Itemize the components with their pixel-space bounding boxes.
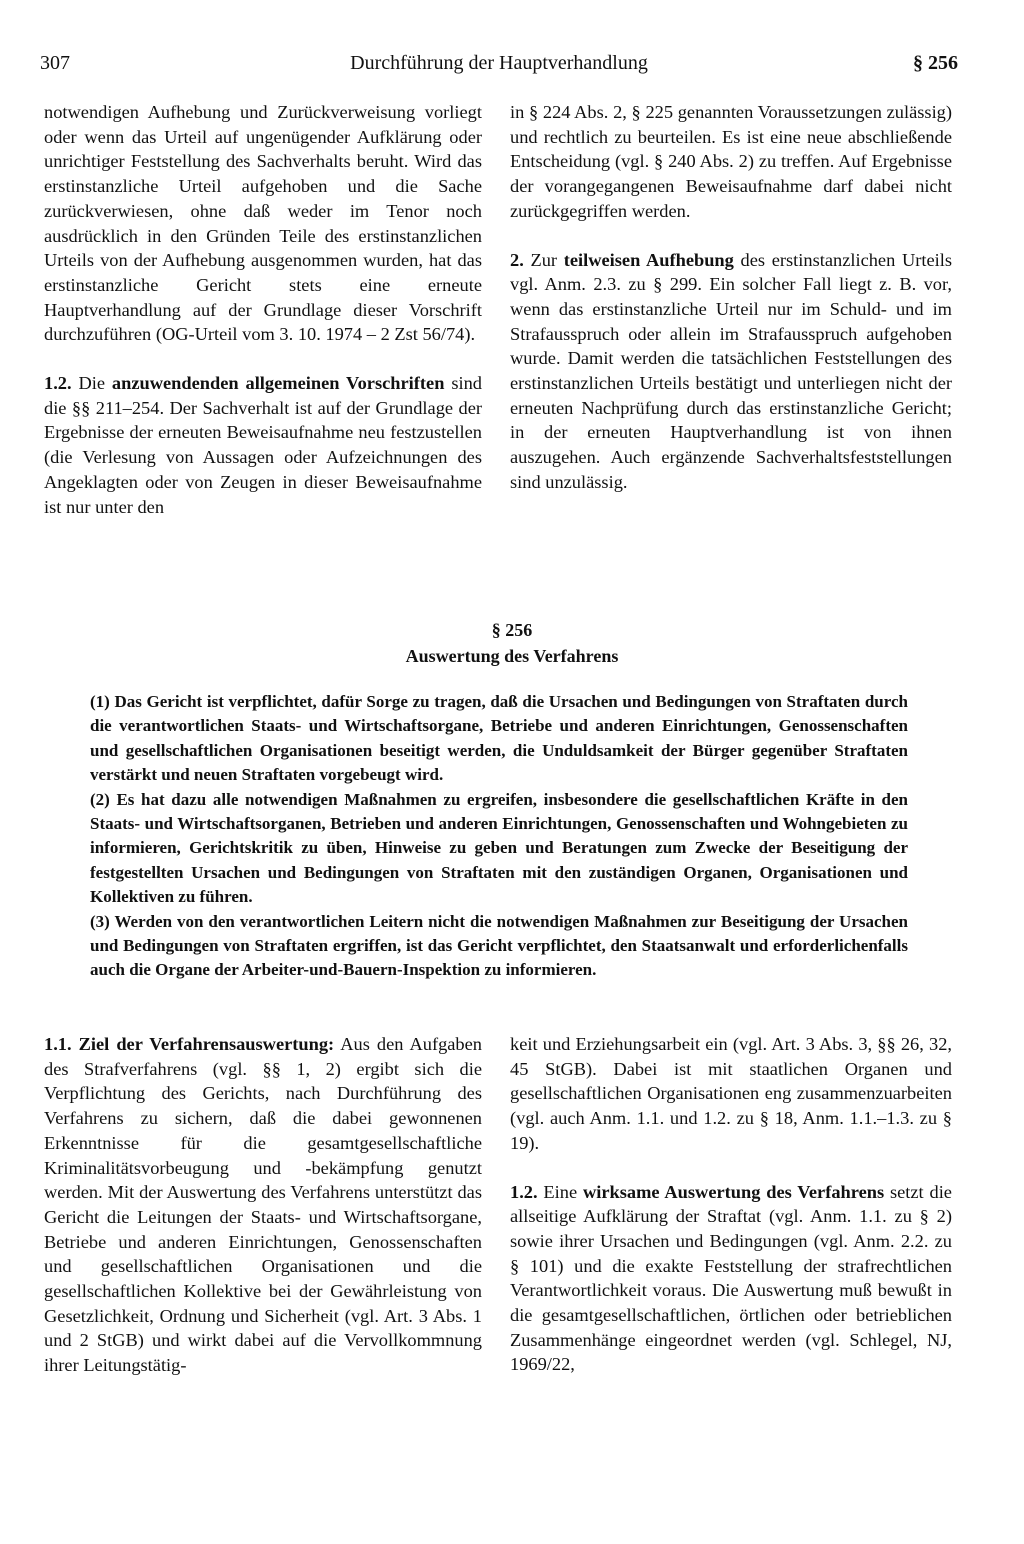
section-mark: § 256 xyxy=(913,52,958,74)
paragraph: notwendigen Aufhebung und Zurückverweisung vorliegt oder wenn das Urteil auf ungenügender Aufklärung oder unrichtiger Feststellung des Sachverhalts beruht. Wird das erstinstanzliche Urteil aufgehoben und die Sache zurückverwiesen, ohne daß weder im Tenor noch ausdrücklich in den Gründen Teile des erstinstanzlichen Urteils von der Aufhebung ausgenommen wurden, hat das erstinstanzliche Gericht stets eine erneute Hauptverhandlung auf der Grundlage dieser Vorschrift durchzuführen (OG-Urteil vom 3. 10. 1974 – 2 Zst 56/74). xyxy=(44,102,482,345)
paragraph-number: 1.2. xyxy=(510,1181,538,1202)
paragraph-number: 1.2. xyxy=(44,373,72,394)
statute-text xyxy=(90,690,908,983)
top-right-column xyxy=(510,100,952,495)
section-title: Auswertung des Verfahrens xyxy=(405,646,619,666)
bottom-right-column xyxy=(510,1032,952,1377)
bottom-left-column xyxy=(44,1032,482,1378)
paragraph: keit und Erziehungsarbeit ein (vgl. Art. 3 Abs. 3, §§ 26, 32, 45 StGB). Dabei ist mit staatlichen Organen und gesellschaftlichen Organisationen eng zusammenzuarbeiten (vgl. auch Anm. 1.1. und 1.2. zu § 18, Anm. 1.1.–1.3. zu § 19). xyxy=(510,1034,952,1153)
page-number: 307 xyxy=(40,52,70,74)
lead-text: Die xyxy=(78,373,106,394)
emphasis: wirksame Auswertung des Verfahrens xyxy=(582,1181,885,1202)
emphasis: teilweisen Aufhebung xyxy=(563,249,734,270)
paragraph-1-1 xyxy=(44,1032,482,1378)
statute-clause-3: (3) Werden von den verantwortlichen Leitern nicht die notwendigen Maßnahmen zur Beseitigung der Ursachen und Bedingungen von Straftaten ergriffen, ist das Gericht verpflichtet, den Staatsanwalt und erforderlichenfalls auch die Organe der Arbeiter-und-Bauern-Inspektion zu informieren. xyxy=(90,911,908,980)
emphasis: Ziel der Verfahrensauswertung: xyxy=(78,1034,335,1054)
running-title: Durchführung der Hauptverhandlung xyxy=(350,52,648,74)
paragraph-1-2 xyxy=(510,1180,952,1378)
statute-clause-1: (1) Das Gericht ist verpflichtet, dafür Sorge zu tragen, daß die Ursachen und Bedingungen von Straftaten durch die verantwortlichen Staats- und Wirtschaftsorgane, Betriebe und anderen Einrichtungen, Genossenschaften und gesellschaftlichen Organisationen beseitigt werden, die Unduldsamkeit der Bürger gegenüber Straftaten verstärkt und neuen Straftaten vorgebeugt wird. xyxy=(90,692,908,785)
body-text: Aus den Aufgaben des Strafverfahrens (vgl. §§ 1, 2) ergibt sich die Verpflichtung des Gerichts, nach Durchführung des Verfahrens zu sichern, daß die dabei gewonnenen Erkenntnisse für die gesamtgesellschaftliche Kriminalitätsvorbeugung und -bekämpfung genutzt werden. Mit der Auswertung des Verfahrens unterstützt das Gericht die Leitungen der Staats- und Wirtschaftsorgane, Betriebe und anderen Einrichtungen, Genossenschaften und gesellschaftlichen Organisationen und die gesellschaftlichen Kollektive bei der Gewährleistung von Gesetzlichkeit, Ordnung und Sicherheit (vgl. Art. 3 Abs. 1 und 2 StGB) und wirkt dabei auf die Vervollkommnung ihrer Leitungstätig- xyxy=(44,1034,482,1376)
body-text: sind die §§ 211–254. Der Sachverhalt ist auf der Grundlage der Ergebnisse der erneuten Beweisaufnahme neu festzustellen (die Verlesung von Aussagen oder Aufzeichnungen des Angeklagten oder von Zeugen in dieser Beweisaufnahme ist nur unter den xyxy=(44,373,482,517)
paragraph-1-2 xyxy=(44,371,482,519)
section-number: § 256 xyxy=(491,620,533,640)
body-text: des erstinstanzlichen Urteils vgl. Anm. 2.3. zu § 299. Ein solcher Fall liegt z. B. vor, wenn das erstinstanzliche Urteil nur im Schuld- und im Strafausspruch oder allein im Strafausspruch aufgehoben wurde. Damit werden die tatsächlichen Feststellungen des erstinstanzlichen Urteils bestätigt und unterliegen nicht der erneuten Nachprüfung durch das erstinstanzliche Gericht; in der erneuten Hauptverhandlung ist von ihnen auszugehen. Auch ergänzende Sachverhaltsfeststellungen sind unzulässig. xyxy=(510,249,952,492)
body-text: setzt die allseitige Aufklärung der Straftat (vgl. Anm. 1.1. zu § 2) sowie ihrer Ursachen und Bedingungen (vgl. Anm. 2.2. zu § 101) und die exakte Feststellung der strafrechtlichen Verantwortlichkeit voraus. Die Auswertung muß bewußt in die gesamtgesellschaftlichen, örtlichen oder betrieblichen Zusammenhänge eingeordnet werden (vgl. Schlegel, NJ, 1969/22, xyxy=(510,1181,952,1375)
paragraph-2 xyxy=(510,248,952,495)
page-header xyxy=(40,52,958,82)
paragraph: in § 224 Abs. 2, § 225 genannten Voraussetzungen zulässig) und rechtlich zu beurteilen. Es ist eine neue abschließende Entscheidung (vgl. § 240 Abs. 2) zu treffen. Auf Ergebnisse der vorangegangenen Beweisaufnahme darf dabei nicht zurückgegriffen werden. xyxy=(510,102,952,221)
top-left-column xyxy=(44,100,482,519)
lead-text: Zur xyxy=(530,249,558,270)
emphasis: anzuwendenden allgemeinen Vorschriften xyxy=(111,373,445,394)
lead-text: Eine xyxy=(543,1181,578,1202)
paragraph-number: 2. xyxy=(510,249,524,270)
statute-clause-2: (2) Es hat dazu alle notwendigen Maßnahmen zu ergreifen, insbesondere die gesellschaftlichen Kräfte in den Staats- und Wirtschaftsorganen, Betrieben und anderen Einrichtungen, Genossenschaften und Wohngebieten zu informieren, Gerichtskritik zu üben, Hinweise zu geben und Beratungen zum Zwecke der Beseitigung der festgestellten Ursachen und Bedingungen von Straftaten mit den zuständigen Organen, Organisationen und Kollektiven zu führen. xyxy=(90,789,908,907)
paragraph-number: 1.1. xyxy=(44,1034,72,1054)
